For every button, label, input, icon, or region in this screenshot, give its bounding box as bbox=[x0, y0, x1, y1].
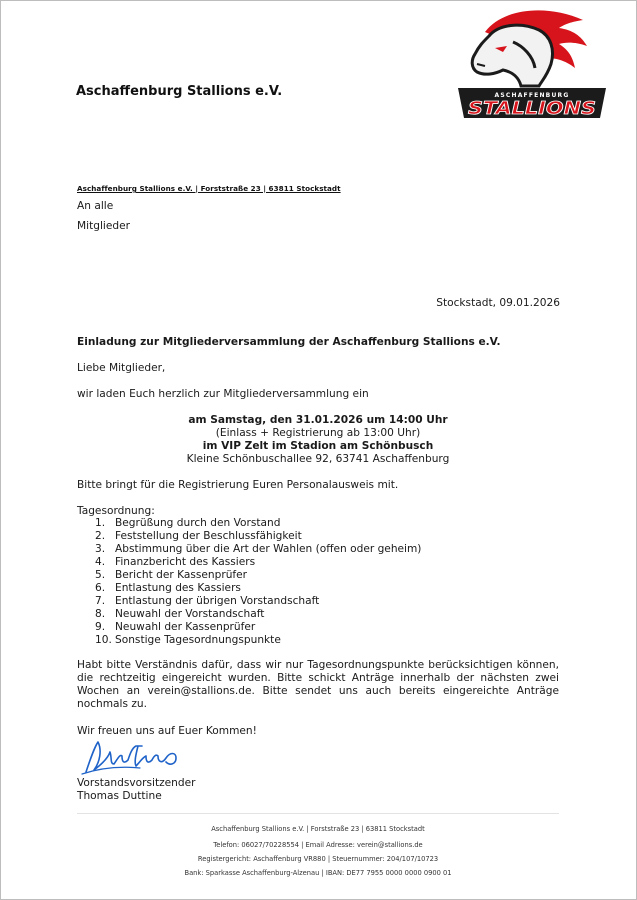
club-name: Aschaffenburg Stallions e.V. bbox=[76, 84, 283, 99]
agenda-item-number: 1. bbox=[95, 517, 106, 529]
event-date-time: am Samstag, den 31.01.2026 um 14:00 Uhr bbox=[188, 414, 448, 426]
agenda-item-text: Entlastung der übrigen Vorstandschaft bbox=[115, 595, 320, 607]
agenda-item-text: Feststellung der Beschlussfähigkeit bbox=[115, 530, 302, 542]
logo-main-text: STALLIONS bbox=[468, 98, 596, 119]
place-date: Stockstadt, 09.01.2026 bbox=[436, 297, 560, 309]
footer-divider bbox=[77, 813, 559, 814]
stallions-logo bbox=[455, 6, 609, 122]
agenda-item-text: Neuwahl der Vorstandschaft bbox=[115, 608, 265, 620]
agenda-item-number: 2. bbox=[95, 530, 106, 542]
logo-top-text: ASCHAFFENBURG bbox=[494, 92, 570, 99]
agenda-item-number: 4. bbox=[95, 556, 106, 568]
closing-line: Wir freuen uns auf Euer Kommen! bbox=[77, 725, 257, 737]
footer-address: Aschaffenburg Stallions e.V. | Forststraße 23 | 63811 Stockstadt bbox=[211, 825, 425, 833]
proposal-notice: Habt bitte Verständnis dafür, dass wir nur Tagesordnungspunkte berücksichtigen können, die rechtzeitig eingereicht wurden. Bitte schickt Anträge innerhalb der nächsten zwei Wochen an verein@stallions.de. Bitte sendet uns auch bereits eingereichte Anträge nochmals zu. bbox=[77, 659, 559, 710]
footer-bank: Bank: Sparkasse Aschaffenburg-Alzenau | IBAN: DE77 7955 0000 0000 0900 01 bbox=[184, 869, 452, 877]
handwritten-signature bbox=[80, 738, 192, 776]
event-venue: im VIP Zelt im Stadion am Schönbusch bbox=[202, 440, 434, 452]
footer-contact: Telefon: 06027/70228554 | Email Adresse: verein@stallions.de bbox=[213, 841, 423, 849]
agenda-item-text: Entlastung des Kassiers bbox=[115, 582, 241, 594]
agenda-item bbox=[95, 569, 421, 582]
agenda-item-text: Finanzbericht des Kassiers bbox=[115, 556, 256, 568]
sender-address-line: Aschaffenburg Stallions e.V. | Forststraße 23 | 63811 Stockstadt bbox=[77, 184, 341, 193]
agenda-item-number: 6. bbox=[95, 582, 106, 594]
event-details bbox=[77, 414, 559, 466]
agenda-item-text: Bericht der Kassenprüfer bbox=[115, 569, 248, 581]
agenda-item bbox=[95, 595, 421, 608]
recipient-line-1: An alle bbox=[77, 200, 114, 212]
agenda-title: Tagesordnung: bbox=[77, 505, 155, 517]
agenda-item bbox=[95, 530, 421, 543]
agenda-item-text: Neuwahl der Kassenprüfer bbox=[115, 621, 256, 633]
agenda-item-text: Abstimmung über die Art der Wahlen (offen oder geheim) bbox=[115, 543, 422, 555]
agenda-item bbox=[95, 582, 421, 595]
signer-role: Vorstandsvorsitzender bbox=[77, 777, 196, 789]
event-entry-time: (Einlass + Registrierung ab 13:00 Uhr) bbox=[215, 427, 421, 439]
agenda-item-text: Begrüßung durch den Vorstand bbox=[115, 517, 281, 529]
agenda-item bbox=[95, 621, 421, 634]
agenda-item-number: 9. bbox=[95, 621, 106, 633]
agenda-item-number: 5. bbox=[95, 569, 106, 581]
agenda-item bbox=[95, 517, 421, 530]
agenda-item-number: 10. bbox=[95, 634, 112, 646]
signer-name: Thomas Duttine bbox=[77, 790, 162, 802]
intro-text: wir laden Euch herzlich zur Mitgliederversammlung ein bbox=[77, 388, 369, 400]
agenda-item bbox=[95, 556, 421, 569]
agenda-item bbox=[95, 543, 421, 556]
subject-line: Einladung zur Mitgliederversammlung der Aschaffenburg Stallions e.V. bbox=[77, 336, 501, 348]
agenda-item-number: 7. bbox=[95, 595, 106, 607]
greeting: Liebe Mitglieder, bbox=[77, 362, 166, 374]
recipient-line-2: Mitglieder bbox=[77, 220, 130, 232]
agenda-list bbox=[95, 517, 421, 647]
agenda-item-number: 3. bbox=[95, 543, 106, 555]
agenda-item-number: 8. bbox=[95, 608, 106, 620]
event-address: Kleine Schönbuschallee 92, 63741 Aschaffenburg bbox=[186, 453, 450, 465]
footer-registry: Registergericht: Aschaffenburg VR880 | Steuernummer: 204/107/10723 bbox=[197, 855, 439, 863]
id-reminder: Bitte bringt für die Registrierung Euren Personalausweis mit. bbox=[77, 479, 399, 491]
agenda-item bbox=[95, 608, 421, 621]
agenda-item bbox=[95, 634, 421, 647]
agenda-item-text: Sonstige Tagesordnungspunkte bbox=[115, 634, 281, 646]
